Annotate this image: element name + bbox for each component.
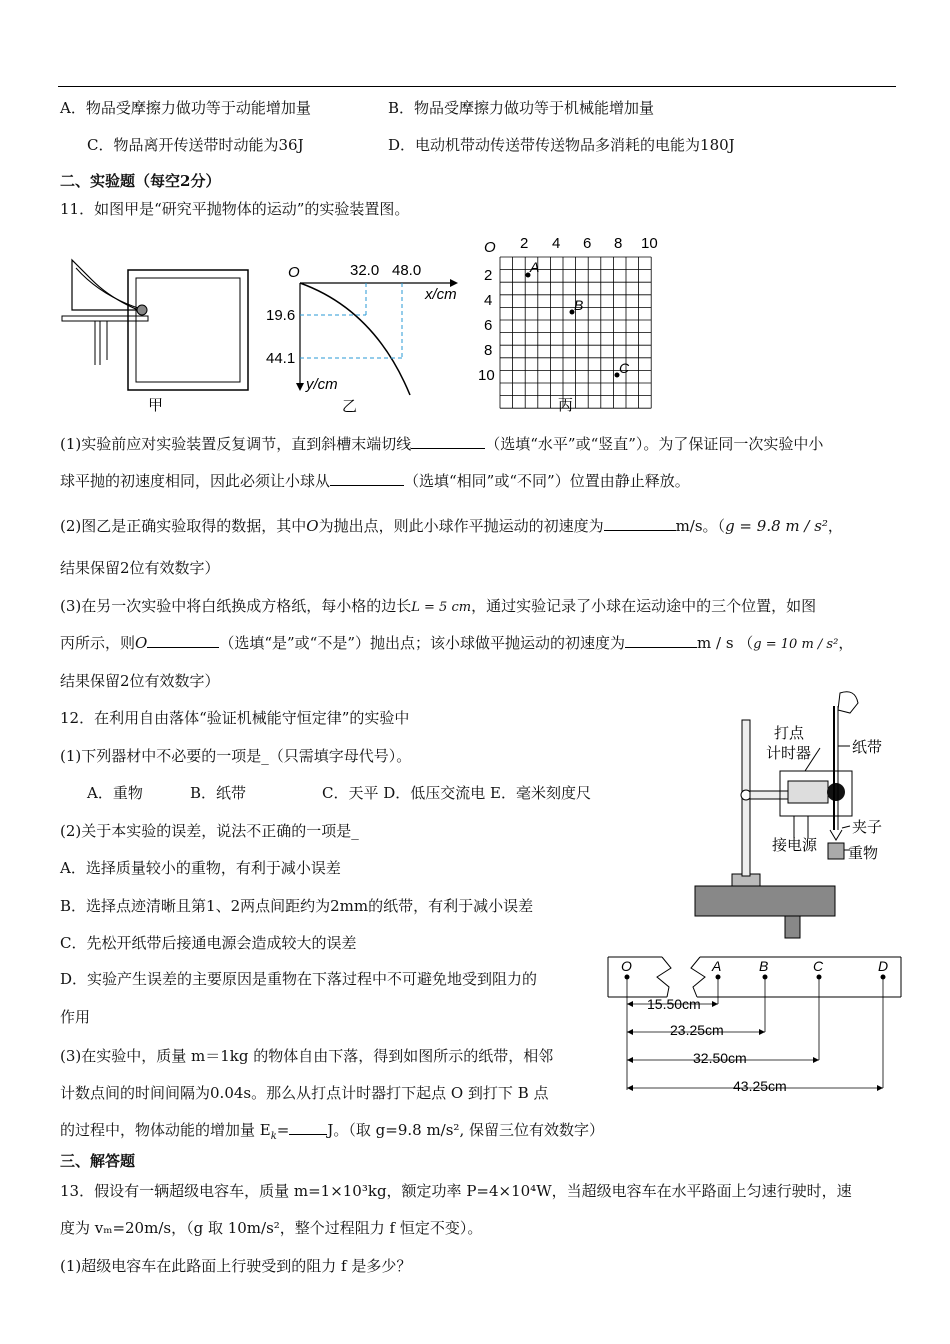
q11-part2-line2: 结果保留2位有效数字）	[60, 559, 220, 577]
q12-part3-line2: 计数点间的时间间隔为0.04s。那么从打点计时器打下起点 O 到打下 B 点	[60, 1084, 549, 1102]
q12-part3-line3: 的过程中，物体动能的增加量 $E_k= J$。（取 g=9.8 m/s², 保留三位有效数字）	[60, 1121, 604, 1142]
tape-arrow-head	[627, 1029, 633, 1035]
label-timer: 计时器	[766, 745, 812, 762]
fig-bing-grid	[478, 232, 668, 417]
tape-point-label: A	[712, 958, 722, 974]
q12-part2-option-d-line2: 作用	[60, 1008, 91, 1026]
tape-point-label: B	[759, 958, 769, 974]
q12-stem: 12．在利用自由落体“验证机械能守恒定律”的实验中	[60, 709, 410, 727]
q11-part3-line3: 结果保留2位有效数字）	[60, 672, 220, 690]
fig-bing-point-label: C	[619, 360, 630, 376]
fig-yi-trajectory	[266, 255, 465, 415]
fig-bing-y-tick: 10	[478, 367, 495, 384]
tape-arrow-head	[627, 1057, 633, 1063]
q11-part1-line1: (1)实验前应对实验装置反复调节，直到斜槽末端切线 （选填“水平”或“竖直”）。为了保证同一次实验中小	[60, 435, 824, 453]
fig-yi-y-tick-1: 19.6	[266, 307, 296, 324]
q12-part1-option: B．纸带	[190, 784, 247, 802]
label-tape: 纸带	[852, 739, 883, 756]
fig-bing-y-tick: 8	[484, 342, 493, 359]
fig-bing-caption: 丙	[558, 397, 574, 414]
fig-yi-y-axis-label: y/cm	[306, 376, 338, 393]
tape-arrow-head	[759, 1029, 765, 1035]
q12-part1-option: C．天平 D．低压交流电 E．毫米刻度尺	[322, 784, 591, 802]
fig-bing-point-label: A	[530, 259, 540, 275]
answer-blank	[147, 632, 219, 648]
q12-part2-option-b: B．选择点迹清晰且第1、2两点间距约为2mm的纸带，有利于减小误差	[60, 897, 534, 915]
q11-stem: 11．如图甲是“研究平抛物体的运动”的实验装置图。	[60, 200, 410, 218]
tape-arrow-head	[877, 1085, 883, 1091]
fig-bing-point-label: B	[574, 297, 584, 313]
label-timer: 打点	[774, 725, 805, 742]
q10-option-b: B．物品受摩擦力做功等于机械能增加量	[388, 99, 655, 117]
fig-bing-x-tick: 4	[552, 235, 561, 252]
tape-point-label: D	[878, 958, 889, 974]
label-clip: 夹子	[852, 819, 883, 836]
fig-paper-tape	[605, 952, 905, 1102]
fig-bing-x-tick: 6	[583, 235, 592, 252]
fig-free-fall-apparatus	[690, 688, 905, 943]
section-3-title: 三、解答题	[60, 1152, 136, 1170]
tape-arrow-head	[712, 1001, 718, 1007]
fig-bing-x-tick: 10	[641, 235, 658, 252]
tape-point-label: C	[813, 958, 824, 974]
section-2-title: 二、实验题（每空2分）	[60, 172, 221, 190]
fig-bing-origin: O	[484, 239, 496, 256]
fig-bing-y-tick: 6	[484, 317, 493, 334]
q12-part3-line1: (3)在实验中，质量 m＝1kg 的物体自由下落，得到如图所示的纸带，相邻	[60, 1047, 554, 1065]
fig-yi-caption: 乙	[342, 398, 358, 415]
header-rule	[58, 86, 896, 87]
answer-blank	[411, 433, 485, 449]
answer-blank	[604, 515, 676, 531]
q11-part3-line1: (3)在另一次实验中将白纸换成方格纸，每小格的边长L = 5 cm，通过实验记录了小球在运动途中的三个位置，如图	[60, 597, 817, 615]
fig-bing-y-tick: 4	[484, 292, 493, 309]
tape-arrow-head	[627, 1001, 633, 1007]
tape-distance-4: 43.25cm	[733, 1078, 787, 1094]
fig-yi-x-tick-2: 48.0	[392, 262, 422, 279]
fig-yi-x-axis-label: x/cm	[425, 286, 457, 303]
tape-point-label: O	[621, 958, 632, 974]
fig-bing-x-tick: 2	[520, 235, 529, 252]
q12-part1: (1)下列器材中不必要的一项是_（只需填字母代号）。	[60, 747, 412, 765]
fig-jia-caption: 甲	[148, 397, 164, 414]
q11-part2-line1: (2)图乙是正确实验取得的数据，其中O为抛出点，则此小球作平抛运动的初速度为 m/s。（g = 9.8 m / s²，	[60, 517, 843, 535]
tape-arrow-head	[627, 1085, 633, 1091]
q12-part2-option-a: A．选择质量较小的重物，有利于减小误差	[60, 859, 341, 877]
label-power: 接电源	[772, 837, 818, 854]
fig-bing-y-tick: 2	[484, 267, 493, 284]
fig-bing-x-tick: 8	[614, 235, 623, 252]
q13-part1: (1)超级电容车在此路面上行驶受到的阻力 f 是多少？	[60, 1257, 412, 1275]
fig-yi-y-tick-2: 44.1	[266, 350, 296, 367]
q12-part2-option-c: C．先松开纸带后接通电源会造成较大的误差	[60, 934, 357, 952]
tape-distance-2: 23.25cm	[670, 1022, 724, 1038]
q13-line1: 13．假设有一辆超级电容车，质量 m=1×10³kg，额定功率 P=4×10⁴W，当超级电容车在水平路面上匀速行驶时，速	[60, 1182, 852, 1200]
tape-distance-3: 32.50cm	[693, 1050, 747, 1066]
fig-yi-origin: O	[288, 264, 300, 281]
q11-part3-line2: 丙所示，则O （选填“是”或“不是”）抛出点；该小球做平抛运动的初速度为 m / s （g = 10 m / s²，	[60, 634, 854, 652]
q10-option-a: A．物品受摩擦力做功等于动能增加量	[60, 99, 311, 117]
q12-part2: (2)关于本实验的误差，说法不正确的一项是_	[60, 822, 359, 840]
answer-blank	[289, 1119, 327, 1135]
answer-blank	[330, 470, 404, 486]
tape-arrow-head	[813, 1057, 819, 1063]
label-weight: 重物	[848, 845, 879, 862]
answer-blank	[625, 632, 697, 648]
q10-option-d: D．电动机带动传送带传送物品多消耗的电能为180J	[388, 136, 735, 154]
q12-part1-option: A．重物	[87, 784, 143, 802]
fig-jia-apparatus	[60, 250, 260, 415]
q13-line2: 度为 vₘ=20m/s，（g 取 10m/s²，整个过程阻力 f 恒定不变）。	[60, 1219, 483, 1237]
tape-distance-1: 15.50cm	[647, 996, 701, 1012]
fig-yi-x-tick-1: 32.0	[350, 262, 380, 279]
q10-option-c: C．物品离开传送带时动能为36J	[87, 136, 304, 154]
q11-part1-line2: 球平抛的初速度相同，因此必须让小球从 （选填“相同”或“不同”）位置由静止释放。	[60, 472, 690, 490]
q12-part2-option-d-line1: D．实验产生误差的主要原因是重物在下落过程中不可避免地受到阻力的	[60, 970, 538, 988]
